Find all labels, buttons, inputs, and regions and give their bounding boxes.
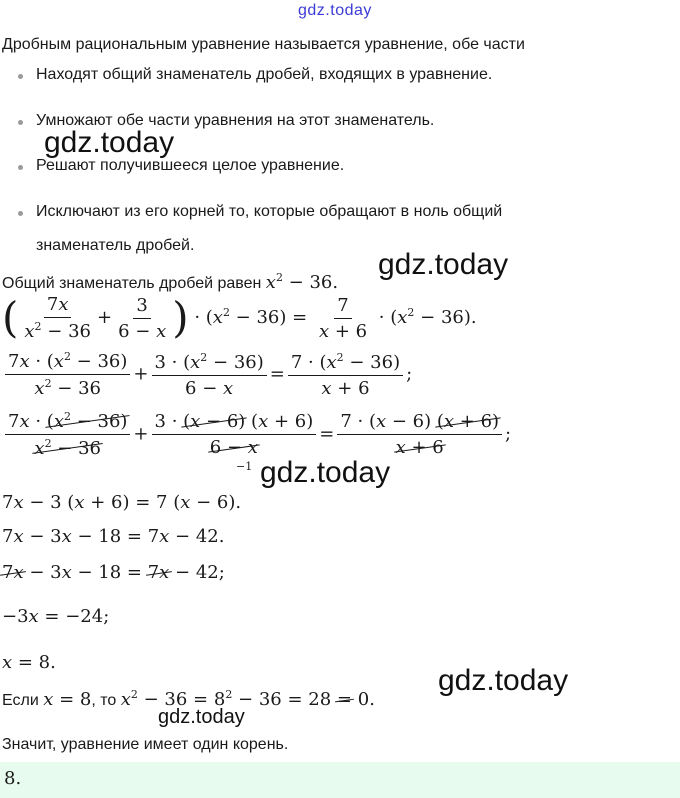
conclusion-text: Значит, уравнение имеет один корень. [2,736,289,753]
watermark: gdz.today [438,664,569,697]
equation-linear-3: 7x − 3x − 18 = 7x − 42; [2,562,225,583]
common-denominator-line: Общий знаменатель дробей равен $x^2 - 36$. [2,271,339,293]
equation-original: ( $\frac{7x}{x^2 - 36}$ + $\frac{3}{6 - x}$ ) · $(x^2 - 36)$ = $\frac{7}{x + 6}$ · $(x^2 - 36)$. [2,293,477,342]
list-item-continuation: знаменатель дробей. [36,237,195,254]
bullet-dot [18,120,23,125]
check-comma: , то [91,692,117,709]
answer-value: 8. [4,768,22,789]
check-line: Если x = 8, то $x^2 - 36 = 8^2 - 36 = 28 = 0$. [2,688,375,710]
list-item: Решают получившееся целое уравнение. [36,157,345,174]
watermark: gdz.today [44,126,175,159]
list-item: Исключают из его корней то, которые обращают в ноль общий [36,203,503,220]
watermark: gdz.today [260,456,391,489]
bullet-dot [18,165,23,170]
watermark: gdz.today [158,706,245,728]
common-denominator-text: Общий знаменатель дробей равен [2,275,262,292]
check-prefix: Если [2,692,39,709]
top-watermark: gdz.today [298,2,372,19]
equation-cancelled: $\frac{7x \cdot (x^2 - 36)}{x^2 - 36}$ + $\frac{3 \cdot (x - 6) (x + 6)}{6 - x}$ = $\frac{7 \cdot (x - 6) (x + 6)}{x + 6}$ ; [2,410,511,459]
equation-solution: x = 8. [2,652,56,673]
list-item: Умножают обе части уравнения на этот знаменатель. [36,112,435,129]
equation-expanded: $\frac{7x \cdot (x^2 - 36)}{x^2 - 36}$ + $\frac{3 \cdot (x^2 - 36)}{6 - x}$ = $\frac{7 \cdot (x^2 - 36)}{x + 6}$ ; [2,350,412,399]
equation-linear-1: 7x − 3 (x + 6) = 7 (x − 6). [2,492,242,513]
equation-linear-2: 7x − 3x − 18 = 7x − 42. [2,526,225,547]
answer-box [0,762,680,798]
bullet-dot [18,211,23,216]
intro-text: Дробным рациональным уравнение называется уравнение, обе части [2,36,525,53]
watermark: gdz.today [378,248,509,281]
list-item: Находят общий знаменатель дробей, входящих в уравнение. [36,66,493,83]
minus-one-note: −1 [236,460,253,473]
bullet-dot [18,74,23,79]
equation-linear-4: −3x = −24; [2,606,110,627]
